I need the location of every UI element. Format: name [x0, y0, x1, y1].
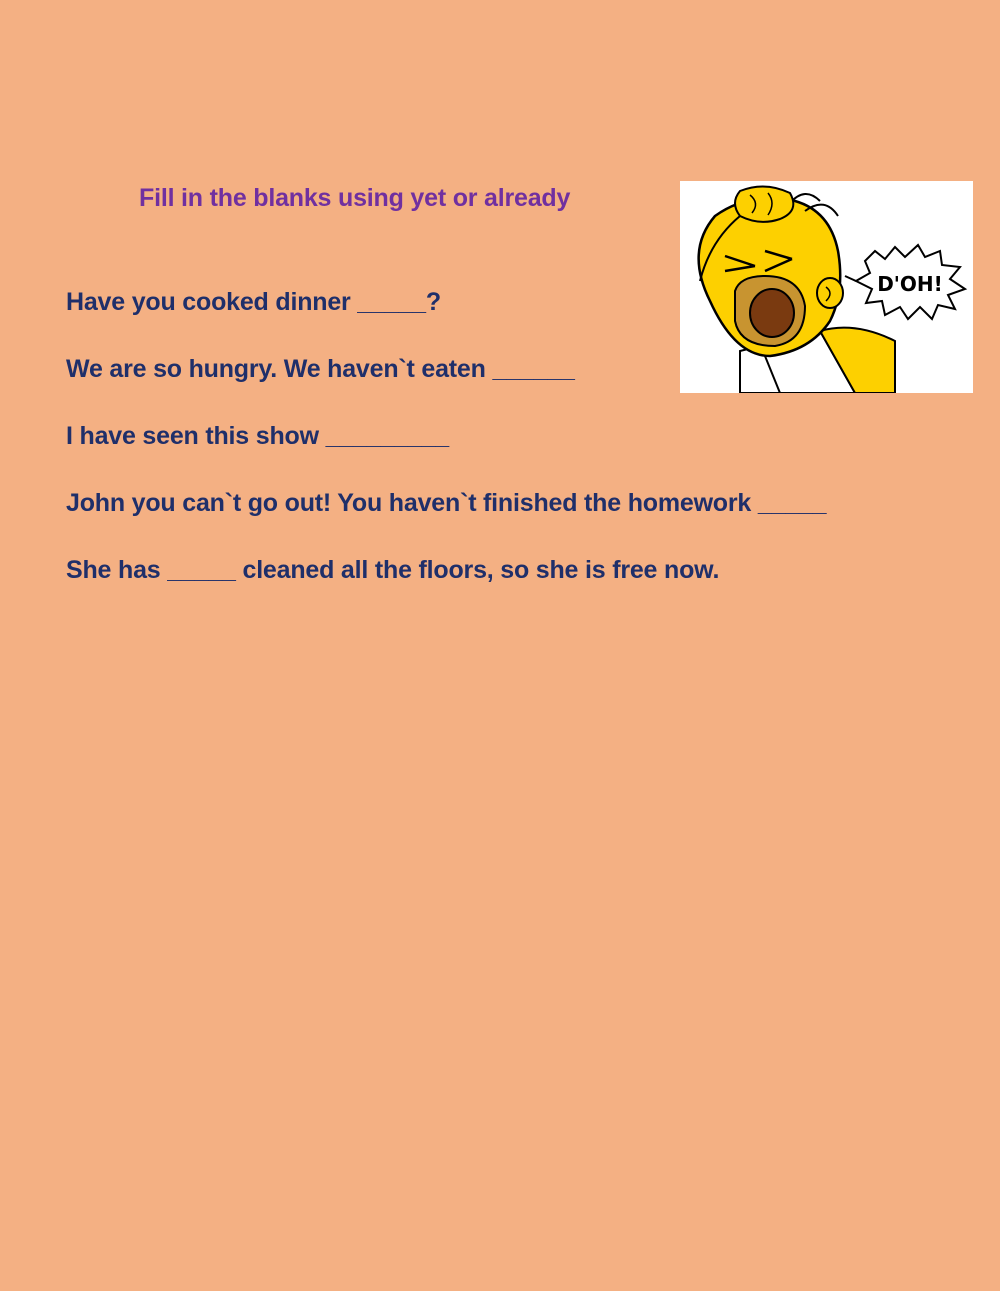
homer-doh-icon [680, 181, 973, 393]
sentence-1: Have you cooked dinner _____? [66, 288, 441, 316]
sentence-4: John you can`t go out! You haven`t finished the homework _____ [66, 489, 827, 517]
worksheet-title: Fill in the blanks using yet or already [139, 184, 571, 212]
sentence-5: She has _____ cleaned all the floors, so she is free now. [66, 556, 720, 584]
speech-bubble-text: D'OH! [877, 272, 943, 296]
sentence-2: We are so hungry. We haven`t eaten ______ [66, 355, 575, 383]
sentence-3: I have seen this show _________ [66, 422, 449, 450]
homer-doh-picture [680, 181, 973, 393]
